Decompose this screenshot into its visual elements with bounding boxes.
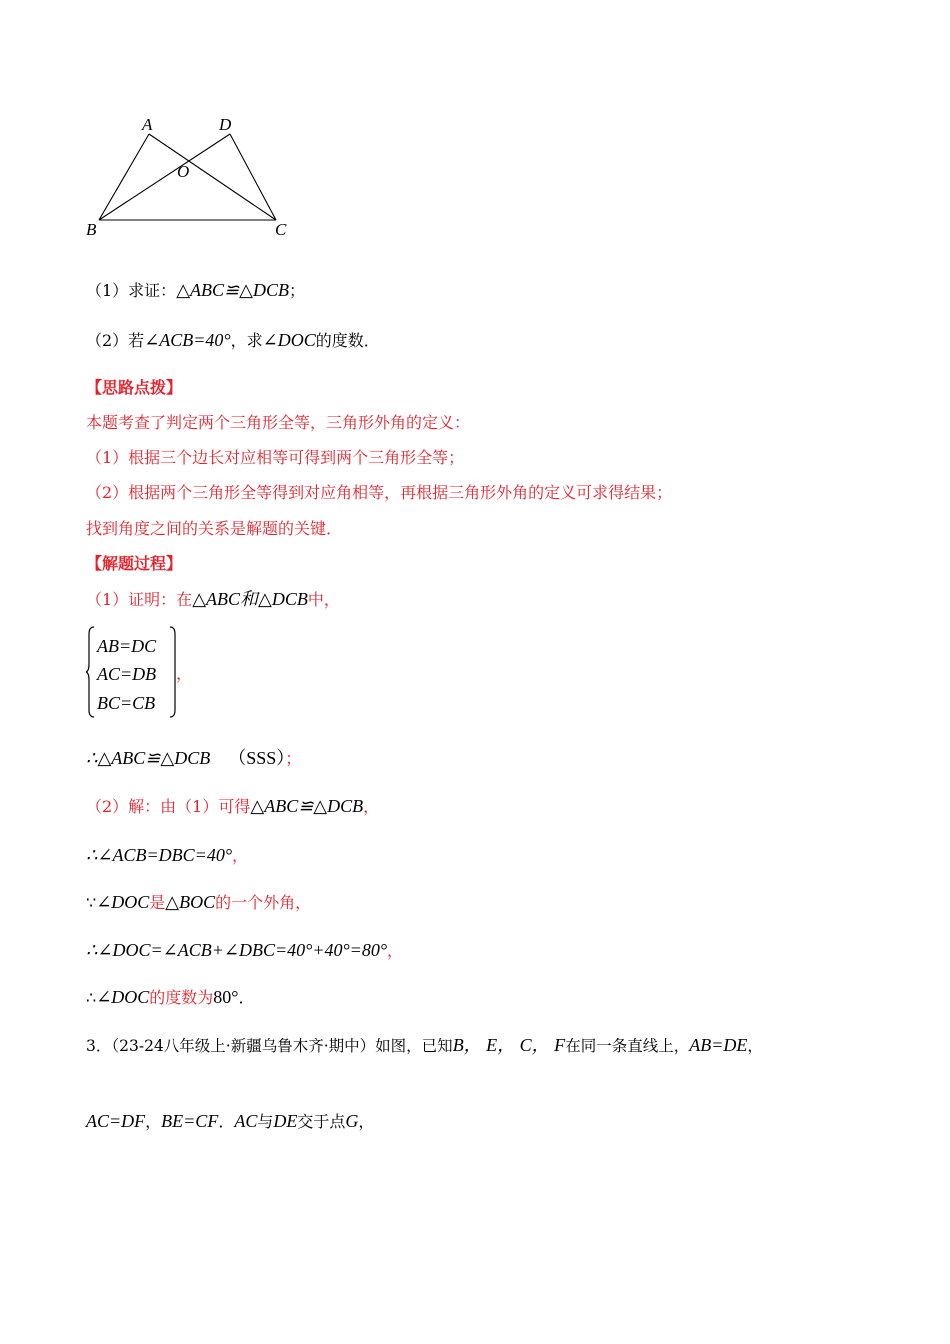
s2-reason: （SSS） [228,748,286,768]
problem-eq-be: BE=CF [161,1111,219,1131]
q2-mid: ，求 [230,331,263,350]
problem-source: （23-24八年级上·新疆乌鲁木齐·期中） [111,1037,376,1055]
segment-db [99,134,230,220]
s7-prefix: ∴ [86,988,97,1007]
s1-suffix: 中， [307,590,340,609]
s1-prefix: （1）证明：在 [86,590,193,609]
q1-suffix: ； [288,281,305,300]
hint-line-3: （2）根据两个三角形全等得到对应角相等，再根据三角形外角的定义可求得结果； [86,483,673,502]
solution-step-6 [86,939,403,962]
solution-step-5 [86,891,311,914]
question-part-2 [86,329,380,352]
solution-step-3 [86,795,379,818]
hint-line-2: （1）根据三个边长对应相等可得到两个三角形全等； [86,448,465,467]
q2-suffix: 的度数． [315,331,380,350]
problem-eq-ab: AB=DE [689,1035,748,1055]
s5-mid: 是 [149,893,166,912]
segment-ab [99,134,149,220]
problem-eq-ac: AC=DF [86,1111,146,1131]
segment-dc [230,134,276,220]
equation-2: AC=DB [97,664,157,684]
solution-step-4 [86,844,248,867]
problem-de: DE [273,1111,298,1131]
problem-ac: AC [234,1111,258,1131]
s4-math: ∴∠ACB=DBC=40° [86,845,233,865]
hint-line-1: 本题考查了判定两个三角形全等，三角形外角的定义： [86,413,471,432]
equation-3: BC=CB [97,693,156,713]
label-d: D [219,115,232,134]
s5-math-2: △BOC [165,892,216,912]
problem-3-line-2 [86,1110,374,1133]
s7-math: ∠DOC [96,987,150,1007]
s3-math: △ABC≌△DCB [250,796,364,816]
label-c: C [275,220,287,239]
s5-suffix: 的一个外角， [215,893,312,912]
problem-end: ， [358,1112,375,1131]
problem-text-2: 在同一条直线上， [565,1037,690,1055]
label-b: B [86,220,97,239]
solution-heading: 【解题过程】 [86,554,183,573]
q2-math-1: ∠ACB=40° [144,330,231,350]
label-o: O [177,162,190,181]
q2-prefix: （2）若 [86,331,145,350]
problem-comma-2: ， [145,1112,162,1131]
s6-math: ∴∠DOC=∠ACB+∠DBC=40°+40°=80° [86,940,388,960]
problem-with: 与 [257,1112,274,1131]
solution-step-1 [86,588,340,611]
solution-step-2 [86,747,301,770]
problem-number: 3． [86,1037,112,1055]
hint-line-4: 找到角度之间的关系是解题的关键． [86,519,343,538]
problem-3-line-1 [86,1034,763,1057]
q2-math-2: ∠DOC [262,330,316,350]
q1-math: △ABC≌△DCB [176,280,289,300]
s6-suffix: ， [387,941,404,960]
problem-g: G [345,1111,359,1131]
s2-suffix: ； [285,749,302,768]
problem-period: ． [218,1112,235,1131]
hint-heading: 【思路点拨】 [86,378,183,397]
solution-step-7 [86,986,255,1009]
label-a: A [142,115,153,134]
problem-meet: 交于点 [297,1112,346,1131]
s5-prefix: ∵ [86,893,97,912]
question-part-1 [86,279,305,302]
s7-mid: 的度数为 [149,988,214,1007]
problem-points: B， E， C， F [452,1035,566,1055]
problem-text-1: 如图，已知 [375,1037,453,1055]
s3-suffix: ， [363,797,380,816]
triangle-figure [80,108,310,243]
equation-1: AB=DC [97,636,157,656]
s7-suffix: ． [238,988,255,1007]
q1-prefix: （1）求证： [86,281,177,300]
brace-suffix: ， [176,664,193,683]
problem-comma-1: ， [747,1037,763,1055]
s3-prefix: （2）解：由（1）可得 [86,797,251,816]
s4-suffix: ， [232,846,249,865]
s1-math: △ABC和△DCB [192,589,308,609]
s2-math: ∴△ABC≌△DCB [86,748,211,768]
s5-math-1: ∠DOC [96,892,150,912]
s7-value: 80° [213,987,239,1007]
segment-ac [149,134,276,220]
